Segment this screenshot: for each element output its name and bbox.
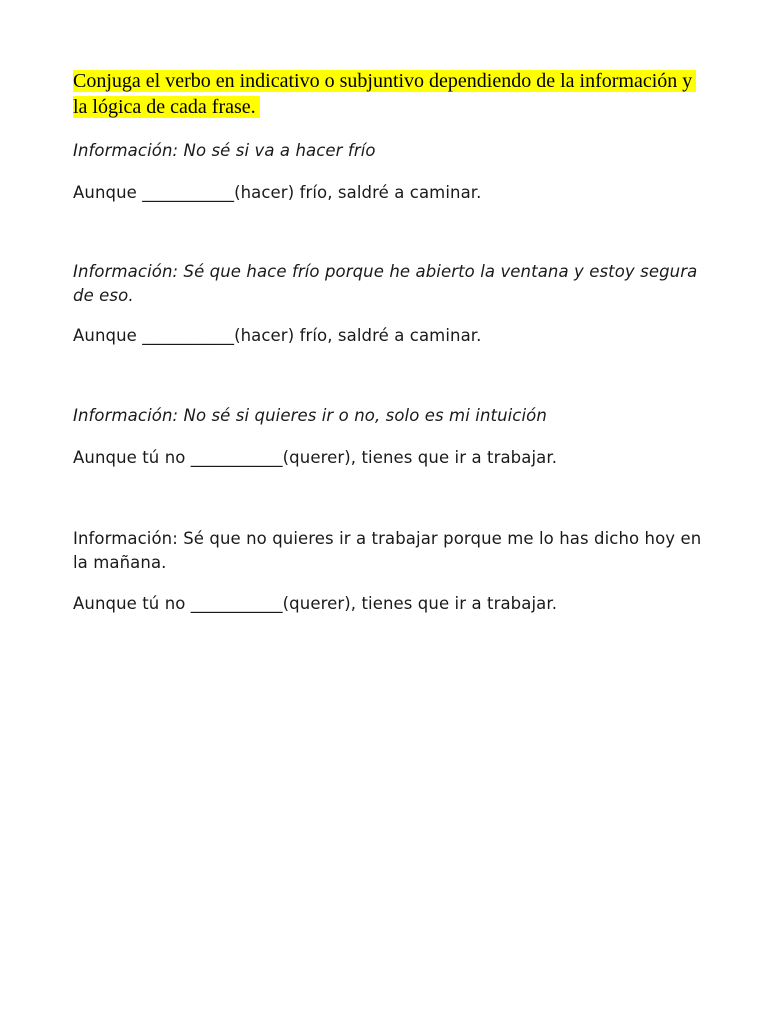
exercise-4-sentence: Aunque tú no ___________(querer), tienes que ir a trabajar.	[73, 594, 558, 613]
exercise-4-info: Información: Sé que no quieres ir a trabajar porque me lo has dicho hoy en la mañana.	[73, 529, 702, 572]
exercise-3-info: Información: No sé si quieres ir o no, solo es mi intuición	[73, 406, 547, 425]
exercise-1	[73, 139, 713, 205]
exercise-2-sentence: Aunque ___________(hacer) frío, saldré a caminar.	[73, 326, 482, 345]
exercise-4	[73, 527, 713, 616]
instructions-text: Conjuga el verbo en indicativo o subjuntivo dependiendo de la información y la lógica de cada frase.	[73, 70, 696, 118]
exercise-1-sentence: Aunque ___________(hacer) frío, saldré a caminar.	[73, 183, 482, 202]
exercise-3	[73, 404, 713, 470]
exercise-1-info: Información: No sé si va a hacer frío	[73, 141, 376, 160]
instructions	[73, 68, 693, 120]
exercise-3-sentence: Aunque tú no ___________(querer), tienes que ir a trabajar.	[73, 448, 558, 467]
exercise-2-info: Información: Sé que hace frío porque he abierto la ventana y estoy segura de eso.	[73, 262, 698, 305]
exercise-2	[73, 260, 713, 348]
